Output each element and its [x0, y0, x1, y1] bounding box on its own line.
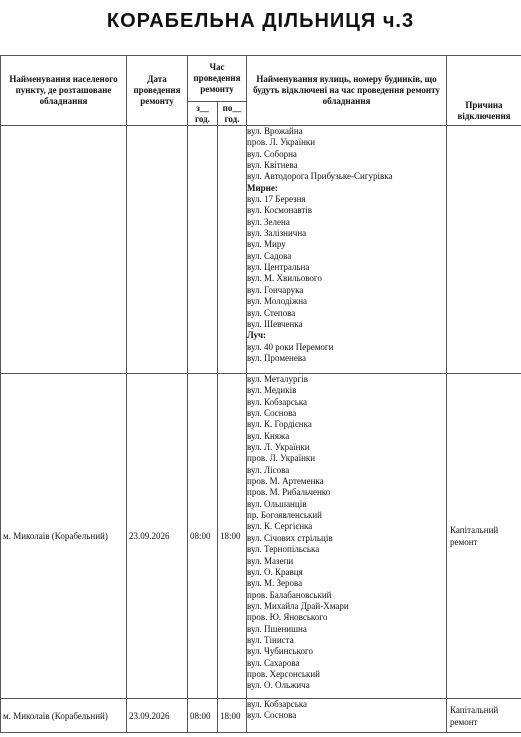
street-name: вул. К. Сергієнка — [247, 521, 313, 532]
street-name: вул. Лісова — [247, 464, 290, 475]
street-name: вул. Гончарука — [247, 284, 304, 295]
header-reason: Причина відключення — [447, 56, 521, 126]
time-from-cell — [188, 699, 218, 733]
street-name: вул. Садова — [247, 250, 292, 261]
street-name: вул. Променева — [247, 352, 306, 363]
street-name: пр. Богоявленський — [247, 510, 322, 521]
time-from-cell-text: 08:00 — [190, 710, 211, 721]
table-row — [1, 699, 521, 733]
street-name: вул. Січових стрільців — [247, 532, 333, 543]
street-name: вул. Соснова — [247, 408, 297, 419]
street-name: вул. Пшенишна — [247, 623, 307, 634]
street-name: вул. Автодорога Прибузьке-Сигурівка — [247, 171, 393, 182]
streets-cell — [247, 374, 447, 699]
reason-cell-text: Капітальний ремонт — [450, 704, 499, 727]
locality-heading: Мирне: — [247, 182, 278, 193]
time-to-cell-text: 18:00 — [220, 710, 241, 721]
header-time-to: по__ год. — [218, 102, 247, 126]
settlement-cell-text: м. Миколаїв (Корабельний) — [3, 710, 108, 721]
header-date: Дата проведення ремонту — [127, 56, 188, 126]
time-to-cell — [218, 126, 247, 374]
street-name: вул. О. Кравця — [247, 566, 303, 577]
street-name: вул. Л. Українки — [247, 442, 310, 453]
streets-cell — [247, 126, 447, 374]
settlement-cell — [1, 699, 127, 733]
street-name: пров. Л. Українки — [247, 453, 316, 464]
street-name: вул. Миру — [247, 239, 286, 250]
header-time-from: з__ год. — [188, 102, 218, 126]
time-to-cell — [218, 699, 247, 733]
street-name: вул. 40 роки Перемоги — [247, 341, 334, 352]
time-to-cell-text: 18:00 — [220, 531, 241, 541]
street-name: вул. Сахарова — [247, 657, 300, 668]
reason-cell — [447, 126, 521, 374]
street-name: вул. Тіниста — [247, 634, 294, 645]
table-body — [1, 126, 521, 733]
street-name: вул. Ольшанців — [247, 498, 307, 509]
street-name: вул. Космонавтів — [247, 205, 313, 216]
table-row — [1, 126, 521, 374]
date-cell-text: 23.09.2026 — [129, 710, 170, 721]
reason-cell — [447, 374, 521, 699]
settlement-cell — [1, 374, 127, 699]
time-to-cell — [218, 374, 247, 699]
street-name: вул. Княжа — [247, 430, 290, 441]
street-name: вул. Квітнева — [247, 160, 298, 171]
street-name: вул. Степова — [247, 307, 296, 318]
streets-cell — [247, 699, 447, 733]
street-name: вул. Чубинського — [247, 646, 313, 657]
date-cell — [127, 699, 188, 733]
street-name: вул. О. Ольжича — [247, 680, 310, 691]
street-name: вул. М. Зерова — [247, 578, 303, 589]
locality-heading: Луч: — [247, 330, 267, 341]
street-name: вул. Врожайна — [247, 126, 303, 136]
date-cell — [127, 374, 188, 699]
street-name: вул. Центральна — [247, 262, 310, 273]
settlement-cell-text: м. Миколаїв (Корабельний) — [3, 531, 108, 541]
street-name: вул. Соснова — [247, 710, 297, 721]
street-name: вул. Мазепи — [247, 555, 294, 566]
street-name: вул. Медиків — [247, 385, 297, 396]
street-name: вул. Зелена — [247, 216, 290, 227]
settlement-cell — [1, 126, 127, 374]
street-name: вул. М. Хвильового — [247, 273, 322, 284]
street-name: пров. М. Рибальченко — [247, 487, 331, 498]
street-name: пров. Л. Українки — [247, 137, 316, 148]
header-streets: Найменування вулиць, номеру будинків, що будуть відключені на час проведення ремонту обладнання — [247, 56, 447, 126]
time-from-cell — [188, 374, 218, 699]
time-from-cell-text: 08:00 — [190, 531, 211, 541]
street-name: вул. Шевченка — [247, 318, 303, 329]
street-name: пров. Ю. Яновського — [247, 612, 328, 623]
outage-table — [0, 55, 521, 733]
street-name: пров. Балабановський — [247, 589, 332, 600]
street-name: вул. Кобзарська — [247, 396, 308, 407]
street-name: пров. Херсонський — [247, 668, 320, 679]
street-name: пров. М. Артеменка — [247, 476, 324, 487]
street-name: вул. Михайла Драй-Хмари — [247, 600, 349, 611]
street-name: вул. Металургів — [247, 374, 308, 384]
header-settlement: Найменування населеного пункту, де розташоване обладнання — [1, 56, 127, 126]
reason-cell-text: Капітальний ремонт — [450, 525, 499, 547]
street-name: вул. Соборна — [247, 148, 297, 159]
street-name: вул. 17 Березня — [247, 194, 306, 205]
street-name: вул. Тернопільська — [247, 544, 320, 555]
table-row — [1, 374, 521, 699]
date-cell-text: 23.09.2026 — [129, 531, 170, 541]
time-from-cell — [188, 126, 218, 374]
date-cell — [127, 126, 188, 374]
reason-cell — [447, 699, 521, 733]
street-name: вул. Залізнична — [247, 228, 307, 239]
street-name: вул. Молодіжна — [247, 296, 308, 307]
street-name: вул. Кобзарська — [247, 699, 308, 709]
document-title: КОРАБЕЛЬНА ДІЛЬНИЦЯ ч.3 — [106, 10, 415, 32]
street-name: вул. К. Гордієнка — [247, 419, 312, 430]
header-time: Час проведення ремонту — [188, 56, 247, 102]
